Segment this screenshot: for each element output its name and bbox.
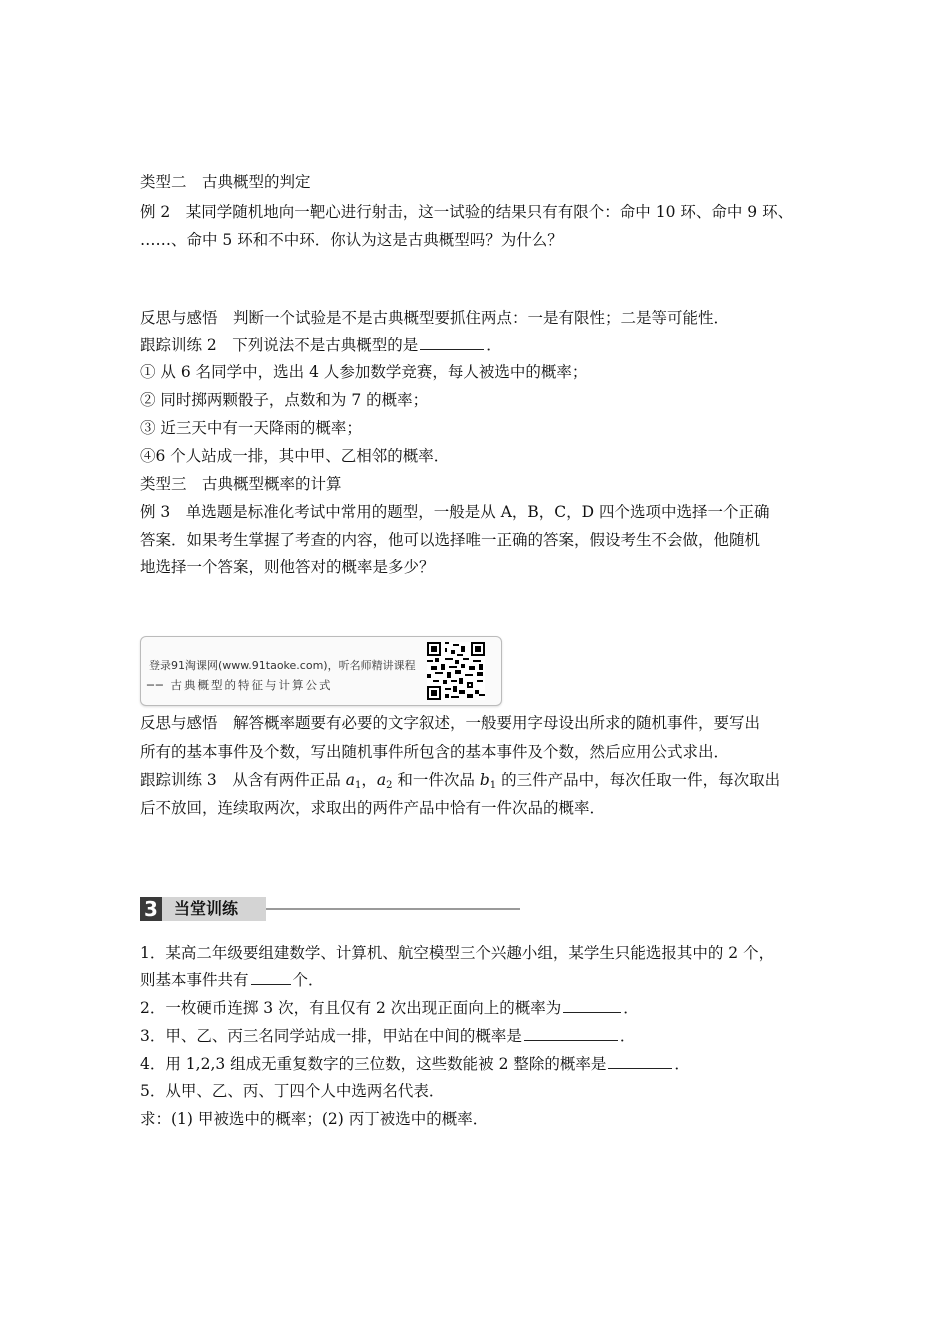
question-5: 5．从甲、乙、丙、丁四个人中选两名代表． — [140, 1082, 445, 1100]
reflection2: 反思与感悟 判断一个试验是不是古典概型要抓住两点：一是有限性；二是等可能性． — [140, 309, 730, 327]
example2-line1: 例 2 某同学随机地向一靶心进行射击，这一试验的结果只有有限个：命中 10 环、命中 9 环、 — [140, 203, 794, 221]
course-banner[interactable] — [140, 636, 502, 706]
section-title: 当堂训练 — [162, 897, 266, 921]
option-2: ② 同时掷两颗骰子，点数和为 7 的概率； — [140, 391, 429, 409]
question-2 — [140, 998, 639, 1018]
type2-heading: 类型二 古典概型的判定 — [140, 173, 311, 191]
subscript-2: 2 — [386, 780, 393, 791]
question-3 — [140, 1026, 635, 1046]
section-divider — [266, 908, 520, 910]
example2-line2: ……、命中 5 环和不中环．你认为这是古典概型吗？为什么？ — [140, 231, 563, 249]
track-exercise3-line2: 后不放回，连续取两次，求取出的两件产品中恰有一件次品的概率． — [140, 799, 606, 817]
answer-blank — [608, 1054, 672, 1069]
question-4 — [140, 1054, 690, 1074]
answer-blank — [563, 998, 621, 1013]
subscript-1: 1 — [354, 780, 362, 791]
track2-suffix: ． — [486, 336, 502, 354]
example3-line2: 答案．如果考生掌握了考查的内容，他可以选择唯一正确的答案，假设考生不会做，他随机 — [140, 531, 761, 549]
q3-suffix: ． — [619, 1027, 636, 1045]
reflection3-line1: 反思与感悟 解答概率题要有必要的文字叙述，一般要用字母设出所求的随机事件，要写出 — [140, 714, 761, 732]
reflection3-line2: 所有的基本事件及个数，写出随机事件所包含的基本事件及个数，然后应用公式求出． — [140, 743, 730, 761]
q4-suffix: ． — [674, 1055, 690, 1073]
question-1-line2 — [140, 970, 324, 990]
subscript-b1: 1 — [489, 780, 497, 791]
type3-heading: 类型三 古典概型概率的计算 — [140, 475, 342, 493]
var-a1: a — [345, 771, 355, 789]
q3-text: 3．甲、乙、丙三名同学站成一排，甲站在中间的概率是 — [140, 1027, 522, 1045]
option-1: ① 从 6 名同学中，选出 4 人参加数学竞赛，每人被选中的概率； — [140, 363, 588, 381]
track-exercise2 — [140, 335, 502, 355]
example3-line1: 例 3 单选题是标准化考试中常用的题型，一般是从 A，B，C，D 四个选项中选择一个正确 — [140, 503, 770, 521]
section-number: 3 — [140, 897, 162, 921]
track3-text-b: 和一件次品 — [392, 771, 480, 789]
answer-blank — [524, 1026, 618, 1041]
track3-text-a: 跟踪训练 3 从含有两件正品 — [140, 771, 346, 789]
q2-text: 2．一枚硬币连掷 3 次，有且仅有 2 次出现正面向上的概率为 — [140, 999, 562, 1017]
track3-text-c: 的三件产品中，每次任取一件，每次取出 — [496, 771, 781, 789]
var-b1: b — [479, 771, 490, 789]
comma: ， — [361, 771, 377, 789]
answer-blank — [251, 970, 291, 985]
q1-suffix: 个． — [292, 971, 324, 989]
answer-blank — [420, 335, 484, 350]
question-1-line1: 1．某高二年级要组建数学、计算机、航空模型三个兴趣小组，某学生只能选报其中的 2 个， — [140, 944, 775, 962]
banner-course-title: ── 古典概型的特征与计算公式 — [147, 678, 333, 692]
section-header — [140, 897, 520, 921]
example3-line3: 地选择一个答案，则他答对的概率是多少？ — [140, 558, 435, 576]
q1-text: 则基本事件共有 — [140, 971, 249, 989]
q4-text: 4．用 1,2,3 组成无重复数字的三位数，这些数能被 2 整除的概率是 — [140, 1055, 607, 1073]
banner-link-text: 登录91淘课网(www.91taoke.com)，听名师精讲课程 — [149, 659, 416, 672]
question-5-ask: 求：(1) 甲被选中的概率；(2) 丙丁被选中的概率． — [140, 1110, 489, 1128]
var-a2: a — [376, 771, 387, 789]
option-4: ④6 个人站成一排，其中甲、乙相邻的概率． — [140, 447, 450, 465]
qr-code-icon[interactable] — [427, 642, 485, 700]
track-exercise3-line1 — [140, 770, 780, 796]
track2-text: 跟踪训练 2 下列说法不是古典概型的是 — [140, 336, 419, 354]
q2-suffix: ． — [623, 999, 639, 1017]
option-3: ③ 近三天中有一天降雨的概率； — [140, 419, 362, 437]
